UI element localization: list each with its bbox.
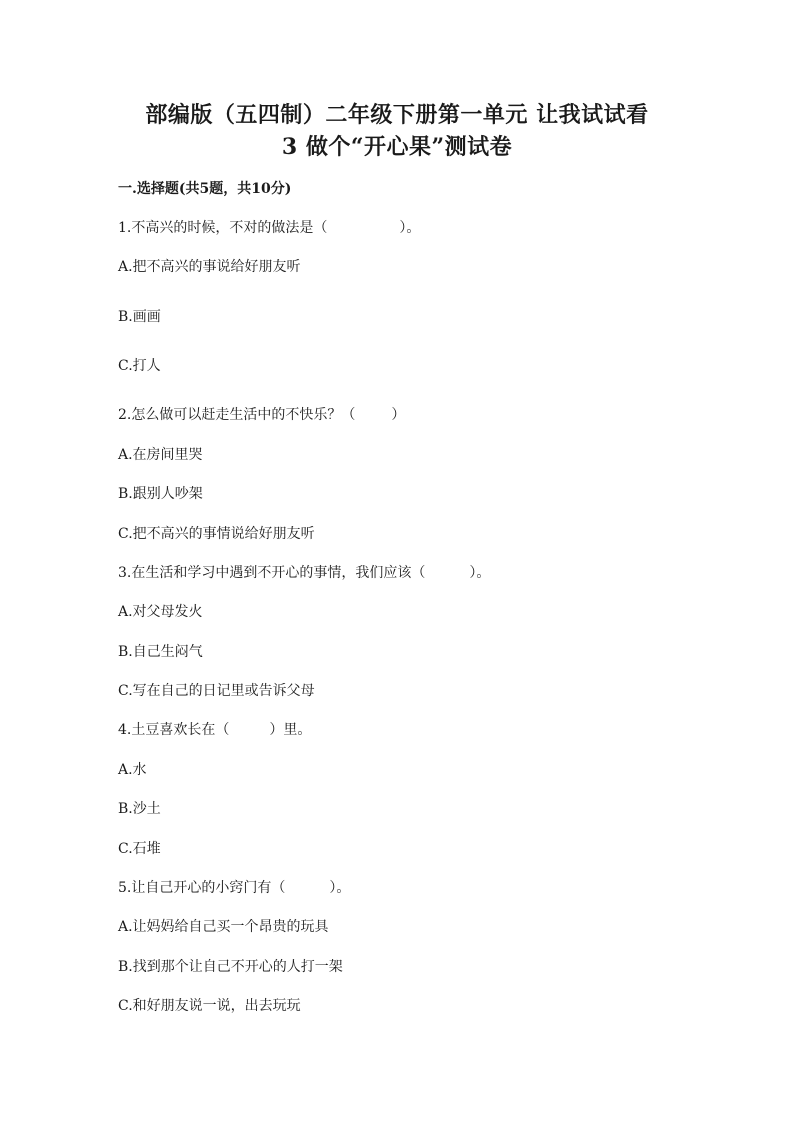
option-a: A.在房间里哭 bbox=[118, 447, 203, 463]
question-stem-text: 5.让自己开心的小窍门有（ bbox=[118, 880, 286, 896]
question-stem bbox=[118, 218, 420, 238]
question-stem-text: 1.不高兴的时候，不对的做法是（ bbox=[118, 220, 328, 236]
document-subtitle: 3 做个“开心果”测试卷 bbox=[281, 134, 513, 160]
option-a: A.对父母发火 bbox=[118, 604, 203, 620]
question-stem-end: ）。 bbox=[329, 880, 351, 896]
question-stem-text: 4.土豆喜欢长在（ bbox=[118, 722, 230, 738]
option-c: C.写在自己的日记里或告诉父母 bbox=[118, 683, 315, 699]
option-c: C.打人 bbox=[118, 358, 161, 374]
option-b: B.沙土 bbox=[118, 801, 161, 817]
option-a: A.让妈妈给自己买一个昂贵的玩具 bbox=[118, 919, 329, 935]
question-stem-end: ）。 bbox=[399, 220, 421, 236]
question-stem bbox=[118, 720, 311, 740]
option-b: B.找到那个让自己不开心的人打一架 bbox=[118, 959, 343, 975]
option-b: B.自己生闷气 bbox=[118, 644, 203, 660]
option-c: C.石堆 bbox=[118, 841, 161, 857]
section-heading: 一.选择题(共5题，共10分) bbox=[118, 181, 292, 197]
question-stem-end: ）。 bbox=[469, 565, 491, 581]
option-c: C.和好朋友说一说，出去玩玩 bbox=[118, 998, 301, 1014]
question-stem bbox=[118, 878, 350, 898]
question-stem-text: 2.怎么做可以赶走生活中的不快乐？（ bbox=[118, 407, 356, 423]
option-a: A.把不高兴的事说给好朋友听 bbox=[118, 259, 301, 275]
question-stem-end: ）里。 bbox=[269, 722, 312, 738]
question-stem bbox=[118, 405, 405, 425]
question-stem bbox=[118, 563, 490, 583]
option-b: B.跟别人吵架 bbox=[118, 486, 203, 502]
option-c: C.把不高兴的事情说给好朋友听 bbox=[118, 526, 315, 542]
option-b: B.画画 bbox=[118, 309, 161, 325]
document-title: 部编版（五四制）二年级下册第一单元 让我试试看 bbox=[145, 102, 649, 128]
question-stem-end: ） bbox=[391, 407, 406, 423]
option-a: A.水 bbox=[118, 762, 147, 778]
question-stem-text: 3.在生活和学习中遇到不开心的事情，我们应该（ bbox=[118, 565, 426, 581]
